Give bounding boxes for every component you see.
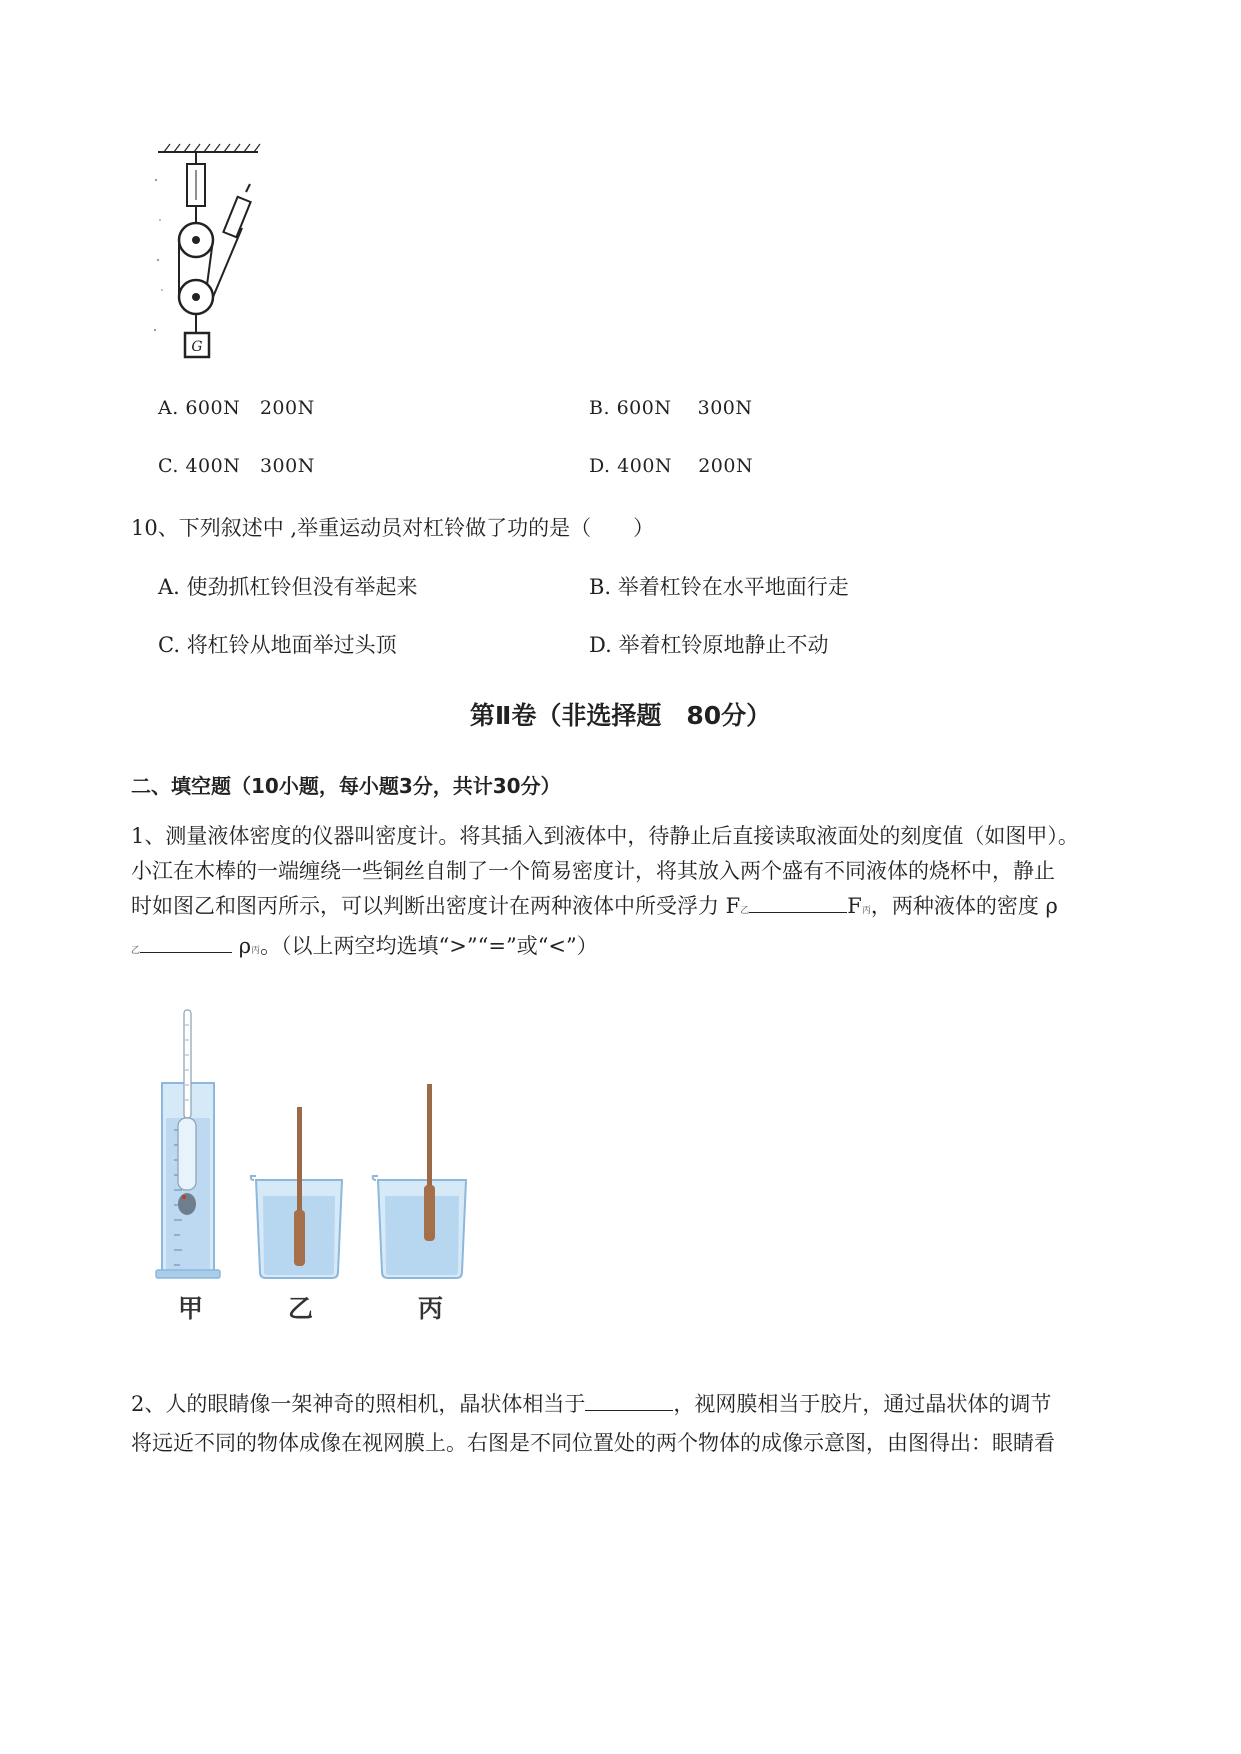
- fill2-text: [131, 1387, 1131, 1461]
- option-letter: A.: [158, 397, 179, 419]
- figure-label-yi: 乙: [288, 1294, 314, 1323]
- q10-stem: 10、下列叙述中 ,举重运动员对杠铃做了功的是（ ）: [131, 516, 655, 540]
- fill1-line1: 1、测量液体密度的仪器叫密度计。将其插入到液体中，待静止后直接读取液面处的刻度值（如图甲）。: [131, 824, 1079, 848]
- pulley-figure: [150, 140, 270, 365]
- option-letter: B.: [589, 575, 612, 599]
- option-text: 400N 300N: [185, 455, 315, 477]
- option-text: 600N 200N: [185, 397, 315, 419]
- hydrometer-figure: [150, 1000, 490, 1290]
- option-text: 600N 300N: [616, 397, 753, 419]
- fill1-line4-b: ρ: [232, 934, 252, 958]
- option-text: 举着杠铃在水平地面行走: [617, 575, 849, 599]
- answer-blank-density[interactable]: [140, 930, 232, 953]
- fill1-line3-c: ，两种液体的密度 ρ: [870, 894, 1058, 918]
- fill2-line1-a: 2、人的眼睛像一架神奇的照相机，晶状体相当于: [131, 1392, 586, 1416]
- q10-option-a: [158, 571, 418, 601]
- fill1-line4-c: 。（以上两空均选填“>”“=”或“<”）: [260, 934, 598, 958]
- fill2-line2: 将远近不同的物体成像在视网膜上。右图是不同位置处的两个物体的成像示意图，由图得出：眼睛看: [131, 1431, 1055, 1455]
- part-title: 第Ⅱ卷（非选择题 80分）: [469, 701, 772, 730]
- option-text: 举着杠铃原地静止不动: [618, 633, 829, 657]
- svg-text:G: G: [191, 339, 203, 355]
- q9-option-d: [589, 455, 753, 477]
- fill1-line3: [131, 889, 1131, 929]
- option-letter: D.: [589, 455, 611, 477]
- q10-option-b: [589, 571, 849, 601]
- subscript-yi: 乙: [740, 906, 750, 916]
- subscript-bing: 丙: [861, 906, 871, 916]
- fill1-line3-a: 时如图乙和图丙所示，可以判断出密度计在两种液体中所受浮力 F: [131, 894, 741, 918]
- section-heading: 二、填空题（10小题，每小题3分，共计30分）: [131, 774, 561, 798]
- subscript-bing-2: 丙: [251, 946, 261, 956]
- option-letter: D.: [589, 633, 612, 657]
- figure-label-bing: 丙: [418, 1294, 444, 1323]
- option-letter: B.: [589, 397, 611, 419]
- q10-option-c: [158, 629, 397, 659]
- option-letter: C.: [158, 633, 180, 657]
- option-text: 将杠铃从地面举过头顶: [186, 633, 397, 657]
- figure-label-jia: 甲: [178, 1294, 204, 1323]
- subscript-yi-2: 乙: [131, 946, 141, 956]
- fill2-line1: [131, 1387, 1131, 1422]
- fill2-line1-b: ，视网膜相当于胶片，通过晶状体的调节: [673, 1392, 1052, 1416]
- q9-option-c: [158, 455, 315, 477]
- option-letter: C.: [158, 455, 179, 477]
- option-letter: A.: [158, 575, 180, 599]
- fill1-line2: 小江在木棒的一端缠绕一些铜丝自制了一个简易密度计，将其放入两个盛有不同液体的烧杯中，静止: [131, 859, 1055, 883]
- q9-option-a: [158, 397, 315, 419]
- option-text: 400N 200N: [617, 455, 754, 477]
- answer-blank-buoyancy[interactable]: [749, 890, 847, 913]
- q9-option-b: [589, 397, 753, 419]
- fill1-text: [131, 819, 1131, 969]
- fill1-line4: [131, 929, 1131, 969]
- q10-option-d: [589, 629, 828, 659]
- option-text: 使劲抓杠铃但没有举起来: [186, 575, 418, 599]
- fill1-line3-b: F: [847, 894, 862, 918]
- answer-blank-lens[interactable]: [585, 1388, 673, 1411]
